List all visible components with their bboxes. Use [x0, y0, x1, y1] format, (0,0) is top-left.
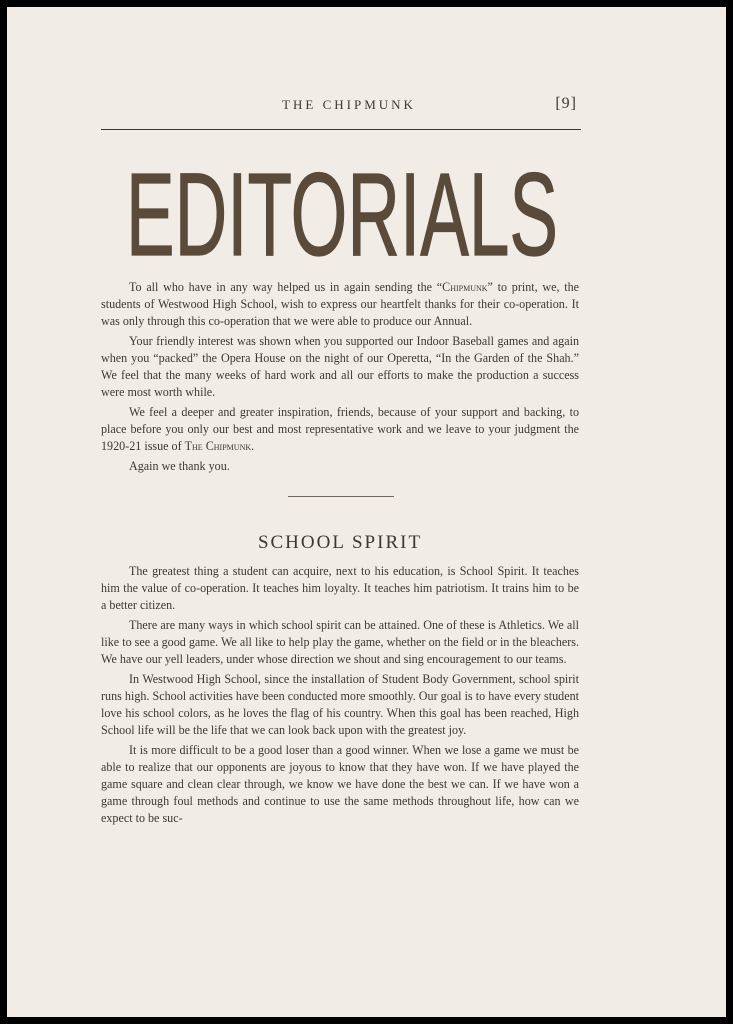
- school-spirit-text: [101, 563, 579, 830]
- section-divider: [288, 496, 394, 497]
- editorial-paragraph: We feel a deeper and greater inspiration, friends, because of your support and backing, to place before you only our best and most representative work and we leave to your judgment the 1920-21 issue of The Chipmunk.: [101, 405, 579, 453]
- header-title: THE CHIPMUNK: [282, 97, 416, 112]
- section-heading: SCHOOL SPIRIT: [257, 532, 423, 553]
- editorial-paragraph: To all who have in any way helped us in again sending the “Chipmunk” to print, we, the students of Westwood High School, wish to express our heartfelt thanks for their co-operation. It was only through this co-operation that we were able to produce our Annual.: [101, 280, 579, 328]
- page-number: [9]: [555, 95, 577, 112]
- editorial-text: [101, 279, 579, 478]
- editorials-title-text: EDITORIALS: [126, 155, 558, 265]
- running-header: [101, 97, 581, 130]
- article-paragraph: There are many ways in which school spirit can be attained. One of these is Athletics. We all like to see a good game. We all like to help play the game, whether on the field or in the bleachers. We have our yell leaders, under whose direction we shout and sing encouragement to our teams.: [101, 618, 579, 666]
- editorial-paragraph: Your friendly interest was shown when you supported our Indoor Baseball games and again when you “packed” the Opera House on the night of our Operetta, “In the Garden of the Shah.” We feel that the many weeks of hard work and all our efforts to make the production a success were most worth while.: [101, 334, 579, 399]
- article-paragraph: In Westwood High School, since the installation of Student Body Government, school spirit runs high. School activities have been conducted more smoothly. Our goal is to have every student love his school colors, as he loves the flag of his country. When this goal has been reached, High School life will be the life that we can look back upon with the greatest joy.: [101, 672, 579, 737]
- editorials-title: [122, 155, 562, 265]
- article-paragraph: The greatest thing a student can acquire, next to his education, is School Spirit. It teaches him the value of co-operation. It teaches him loyalty. It teaches him patriotism. It trains him to be a better citizen.: [101, 564, 579, 612]
- page: [7, 7, 726, 1017]
- article-paragraph: It is more difficult to be a good loser than a good winner. When we lose a game we must be able to realize that our opponents are joyous to know that they have won. If we have played the game square and clean clear through, we know we have done the best we can. If we have won a game through foul methods and continue to use the same methods throughout life, how can we expect to be suc-: [101, 743, 579, 825]
- editorial-paragraph: Again we thank you.: [129, 459, 230, 473]
